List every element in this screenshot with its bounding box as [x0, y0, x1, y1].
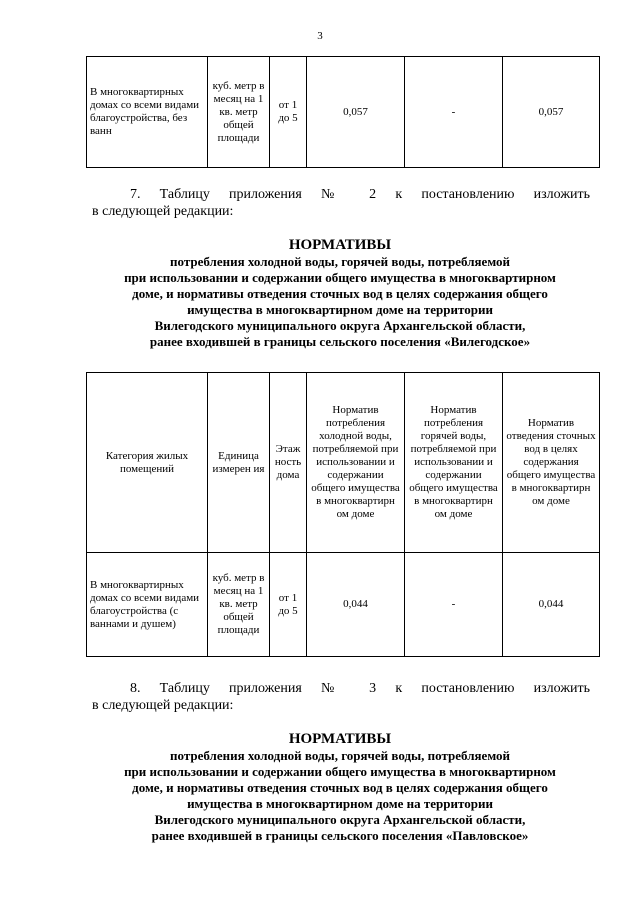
unit-cell: куб. метр в месяц на 1 кв. метр общей площади: [208, 57, 270, 168]
header-floors: Этаж ность дома: [270, 373, 307, 553]
sewage-cell: 0,044: [503, 553, 600, 657]
table-row: [87, 553, 600, 657]
table-header-row: [87, 373, 600, 553]
sewage-cell: 0,057: [503, 57, 600, 168]
paragraph-8-line-1: 8. Таблицу приложения № 3 к постановлению изложить: [130, 681, 590, 696]
heading-2-line: Вилегодского муниципального округа Архангельской области,: [154, 812, 526, 827]
category-cell: В многоквартирных домах со всеми видами благоустройства (с ваннами и душем): [87, 553, 208, 657]
cold-water-cell: 0,044: [307, 553, 405, 657]
heading-2-line: доме, и нормативы отведения сточных вод в целях содержания общего: [132, 780, 548, 795]
header-sewage: Норматив отведения сточных вод в целях содержания общего имущества в многоквартирн ом доме: [503, 373, 600, 553]
paragraph-7-line-2: в следующей редакции:: [92, 204, 234, 219]
floors-cell: от 1 до 5: [270, 57, 307, 168]
heading-1-line: доме, и нормативы отведения сточных вод в целях содержания общего: [132, 286, 548, 301]
paragraph-8-line-2: в следующей редакции:: [92, 698, 234, 713]
heading-1-line: имущества в многоквартирном доме на территории: [187, 302, 493, 317]
cold-water-cell: 0,057: [307, 57, 405, 168]
page-number: 3: [317, 30, 323, 42]
header-hot-water: Норматив потребления горячей воды, потребляемой при использовании и содержании общего имущества в многоквартирн ом доме: [405, 373, 503, 553]
paragraph-7-line-1: 7. Таблицу приложения № 2 к постановлению изложить: [130, 187, 590, 202]
table-2: [86, 372, 600, 657]
heading-1-line: потребления холодной воды, горячей воды, потребляемой: [170, 254, 510, 269]
hot-water-cell: -: [405, 57, 503, 168]
heading-2: [60, 730, 620, 844]
header-unit: Единица измерен ия: [208, 373, 270, 553]
heading-2-title: НОРМАТИВЫ: [288, 731, 392, 747]
hot-water-cell: -: [405, 553, 503, 657]
heading-1: [60, 236, 620, 350]
heading-1-line: ранее входившей в границы сельского поселения «Вилегодское»: [149, 334, 531, 349]
heading-2-line: имущества в многоквартирном доме на территории: [187, 796, 493, 811]
unit-cell: куб. метр в месяц на 1 кв. метр общей площади: [208, 553, 270, 657]
heading-2-line: потребления холодной воды, горячей воды, потребляемой: [170, 748, 510, 763]
paragraph-8: [92, 680, 590, 714]
heading-2-line: при использовании и содержании общего имущества в многоквартирном: [124, 764, 556, 779]
paragraph-7: [92, 186, 590, 220]
header-cold-water: Норматив потребления холодной воды, потребляемой при использовании и содержании общего имущества в многоквартирн ом доме: [307, 373, 405, 553]
header-category: Категория жилых помещений: [87, 373, 208, 553]
heading-1-line: Вилегодского муниципального округа Архангельской области,: [154, 318, 526, 333]
heading-1-line: при использовании и содержании общего имущества в многоквартирном: [124, 270, 556, 285]
heading-2-line: ранее входившей в границы сельского поселения «Павловское»: [151, 828, 529, 843]
table-row: [87, 57, 600, 168]
category-cell: В многоквартирных домах со всеми видами благоустройства, без ванн: [87, 57, 208, 168]
table-1: [86, 56, 600, 168]
floors-cell: от 1 до 5: [270, 553, 307, 657]
heading-1-title: НОРМАТИВЫ: [288, 237, 392, 253]
